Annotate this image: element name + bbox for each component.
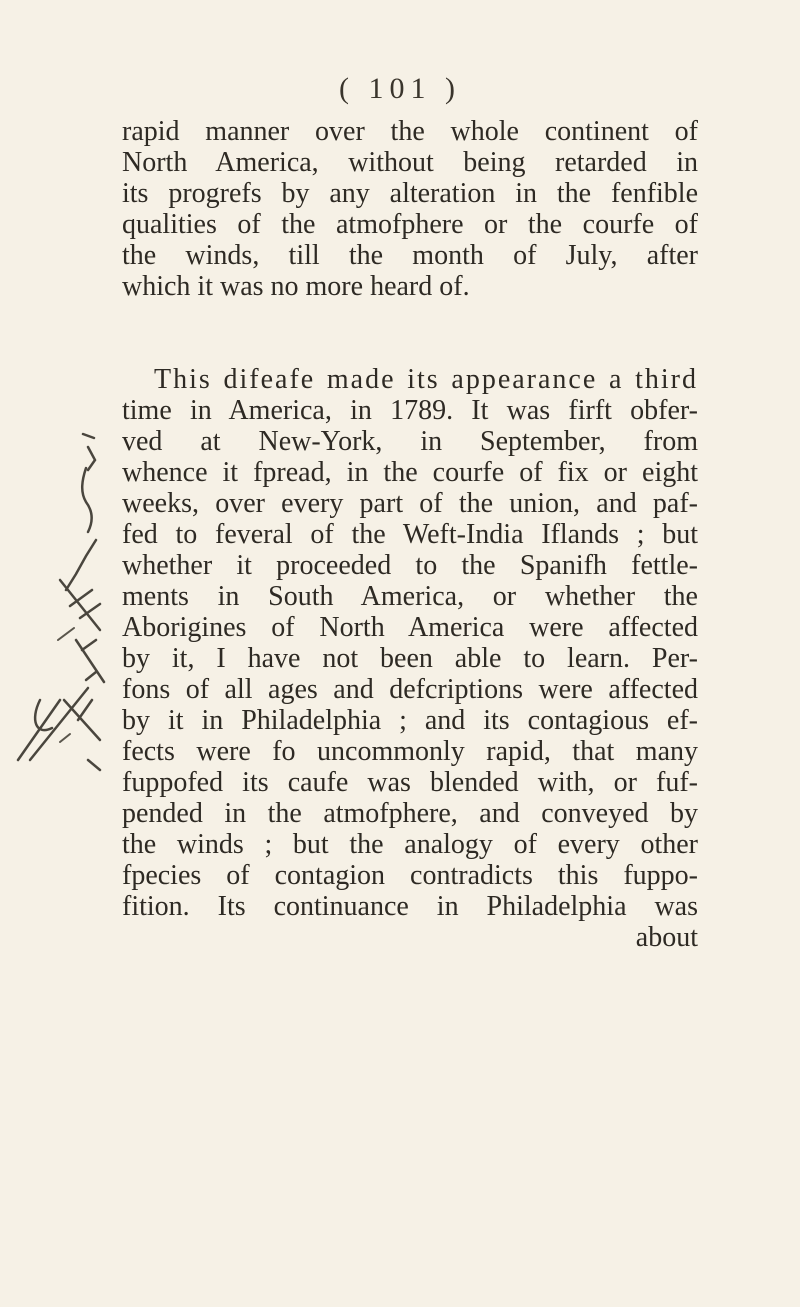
text-line: ments in South America, or whether the xyxy=(122,581,698,612)
text-line: which it was no more heard of. xyxy=(122,271,470,302)
text-line: the winds, till the month of July, after xyxy=(122,240,698,271)
text-line: by it, I have not been able to learn. Per- xyxy=(122,643,698,674)
text-line: fition. Its continuance in Philadelphia was xyxy=(122,891,698,922)
pencil-scribble-icon xyxy=(18,434,104,770)
text-line: fed to feveral of the Weft-India Iflands ; but xyxy=(122,519,698,550)
paragraph-1 xyxy=(122,116,698,302)
text-block xyxy=(122,116,698,953)
paragraph-2 xyxy=(122,364,698,953)
text-line: fons of all ages and defcriptions were affected xyxy=(122,674,698,705)
text-line: North America, without being retarded in xyxy=(122,147,698,178)
paragraph-gap xyxy=(122,302,698,364)
text-line: fects were fo uncommonly rapid, that many xyxy=(122,736,698,767)
text-line: the winds ; but the analogy of every other xyxy=(122,829,698,860)
text-line: rapid manner over the whole continent of xyxy=(122,116,698,147)
text-line: whence it fpread, in the courfe of fix or eight xyxy=(122,457,698,488)
text-line: ved at New-York, in September, from xyxy=(122,426,698,457)
text-line: weeks, over every part of the union, and paf- xyxy=(122,488,698,519)
text-line: by it in Philadelphia ; and its contagious ef- xyxy=(122,705,698,736)
text-line: whether it proceeded to the Spanifh fettle- xyxy=(122,550,698,581)
text-line: time in America, in 1789. It was firft obfer- xyxy=(122,395,698,426)
text-line: This difeafe made its appearance a third xyxy=(154,364,698,395)
text-line: pended in the atmofphere, and conveyed by xyxy=(122,798,698,829)
text-line: fuppofed its caufe was blended with, or fuf- xyxy=(122,767,698,798)
catchword: about xyxy=(635,922,698,953)
text-line: Aborigines of North America were affected xyxy=(122,612,698,643)
page-number: ( 101 ) xyxy=(339,72,461,105)
text-line: qualities of the atmofphere or the courfe of xyxy=(122,209,698,240)
text-line: its progrefs by any alteration in the fenfible xyxy=(122,178,698,209)
pencil-strokes-right xyxy=(58,628,74,742)
text-line: fpecies of contagion contradicts this fuppo- xyxy=(122,860,698,891)
